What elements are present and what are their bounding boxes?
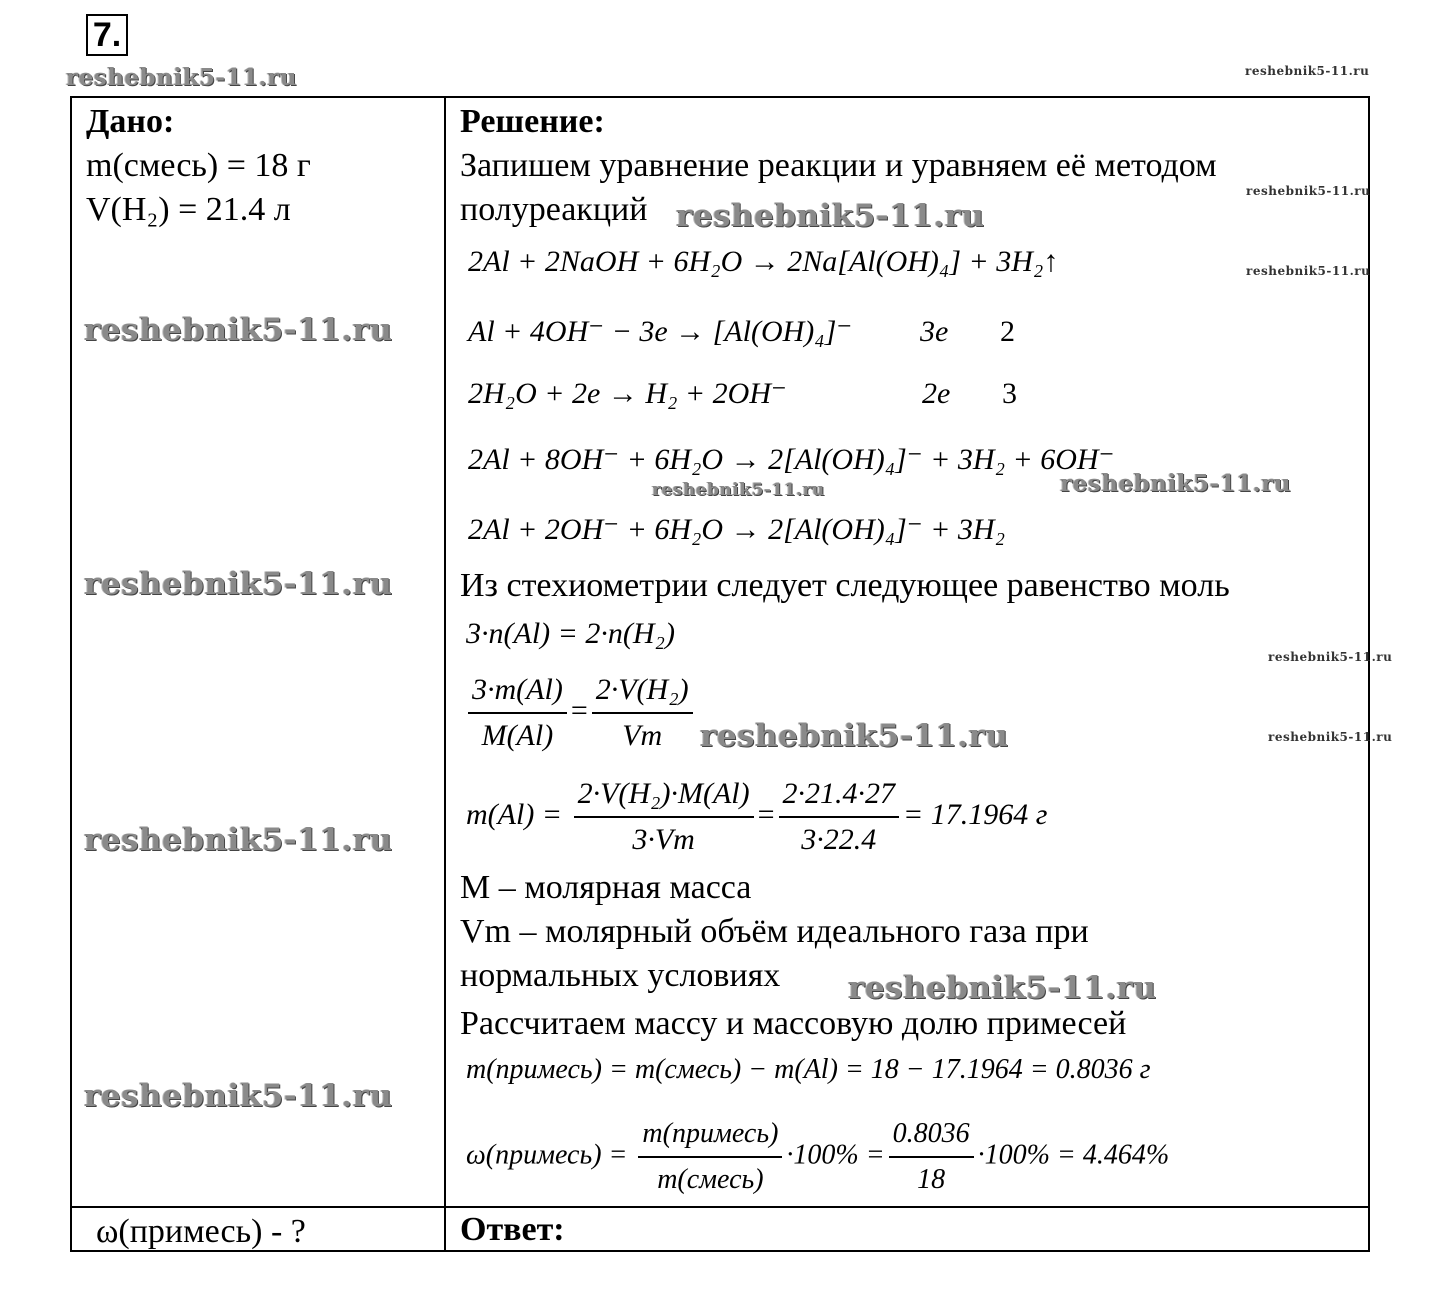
watermark: reshebnik5-11.ru [66,64,297,91]
watermark: reshebnik5-11.ru [652,480,825,500]
mass-lhs: m(Al) = [466,797,563,831]
watermark: reshebnik5-11.ru [700,718,1009,754]
mass-fraction-numeric [779,774,900,860]
ratio-equation: $\frac{3\cdot m(Al)}{M(Al)}$ = $\frac{\text{2·V(H₂)}}{Vm}$ [464,670,697,756]
given-heading: Дано: [86,103,175,140]
omega-fraction-numeric [889,1114,974,1200]
given-volume: V(H₂) = 21.4 л [86,191,291,228]
ratio-right-numerator: 2·V(H₂) [595,673,689,706]
omega-numerator: m(примесь) [642,1118,779,1149]
column-divider [444,98,446,1250]
watermark: reshebnik5-11.ru [84,1078,393,1114]
solution-heading: Решение: [460,103,605,140]
impurity-mass-equation: m(примесь) = m(смесь) − m(Al) = 18 − 17.1964 = 0.8036 г [466,1054,1151,1085]
solution-table [70,96,1393,1252]
definition-molar-mass: M – молярная масса [460,869,752,906]
watermark: reshebnik5-11.ru [1268,730,1393,744]
watermark: reshebnik5-11.ru [848,970,1157,1006]
equation-main: 2Al + 2NaOH + 6H₂O → 2Na[Al(OH)₄] + 3H₂↑ [468,245,1059,278]
half-reaction-oxidation: Al + 4OH⁻ − 3e → [Al(OH)₄]⁻ [468,315,853,348]
definition-molar-volume: Vm – молярный объём идеального газа при [460,913,1089,950]
omega-denominator: m(смесь) [638,1156,782,1200]
mass-aluminium-equation: m(Al) = $\frac{\text{2·V(H₂)·M(Al)}}{3\cdot Vm}$ = $\frac{2\cdot 21.4\cdot 27}{3\cdot 22.4}$ = 17.1964 г [466,774,1047,860]
calculation-text: Рассчитаем массу и массовую долю примесей [460,1005,1127,1042]
watermark: reshebnik5-11.ru [84,822,393,858]
watermark: reshebnik5-11.ru [1246,264,1371,278]
watermark: reshebnik5-11.ru [1060,470,1291,497]
omega-numerator-numeric: 0.8036 [892,1118,970,1149]
mass-denominator-numeric: 3·22.4 [779,816,900,860]
omega-mid: ·100% = [786,1139,885,1171]
watermark: reshebnik5-11.ru [84,312,393,348]
net-ionic-equation: 2Al + 2OH⁻ + 6H₂O → 2[Al(OH)₄]⁻ + 3H₂ [468,513,1005,546]
half1-electrons: 3e [920,315,949,348]
omega-denominator-numeric: 18 [889,1156,974,1200]
answer-label: Ответ: [460,1211,565,1248]
ratio-right-denominator: Vm [592,712,693,756]
watermark: reshebnik5-11.ru [1245,64,1370,78]
stoichiometry-equation: 3·n(Al) = 2·n(H₂) [466,617,675,650]
given-mass: m(смесь) = 18 г [86,147,311,184]
stoichiometry-text: Из стехиометрии следует следующее равенство моль [460,567,1230,604]
watermark: reshebnik5-11.ru [84,566,393,602]
watermark: reshebnik5-11.ru [1268,650,1393,664]
row-divider [72,1206,1368,1208]
ratio-left [468,670,567,756]
mass-denominator: 3·Vm [574,816,754,860]
mass-fraction-symbolic [574,774,754,860]
summed-equation: 2Al + 8OH⁻ + 6H₂O → 2[Al(OH)₄]⁻ + 3H₂ + 6OH⁻ [468,443,1115,476]
problem-number: 7. [86,14,128,56]
watermark: reshebnik5-11.ru [676,198,985,234]
ratio-right [592,670,693,756]
mass-result: = 17.1964 г [903,797,1048,831]
watermark: reshebnik5-11.ru [1246,184,1371,198]
mass-numerator-numeric: 2·21.4·27 [782,777,896,810]
half-reaction-reduction: 2H₂O + 2e → H₂ + 2OH⁻ [468,377,787,410]
mass-fraction-equation [466,1114,1169,1200]
intro-line2: полуреакций [460,191,648,228]
omega-lhs: ω(примесь) = [466,1139,628,1171]
mass-numerator: 2·V(H₂)·M(Al) [577,777,750,810]
omega-fraction-symbolic [638,1114,782,1200]
half2-coefficient: 3 [1002,377,1017,410]
omega-result: ·100% = 4.464% [977,1139,1170,1171]
half2-electrons: 2e [922,377,951,410]
ratio-left-numerator: 3·m(Al) [472,673,563,706]
definition-molar-volume-cont: нормальных условиях [460,957,781,994]
intro-line1: Запишем уравнение реакции и уравняем её методом [460,147,1217,184]
find-line: ω(примесь) - ? [96,1213,306,1250]
ratio-left-denominator: M(Al) [468,712,567,756]
half1-coefficient: 2 [1000,315,1015,348]
